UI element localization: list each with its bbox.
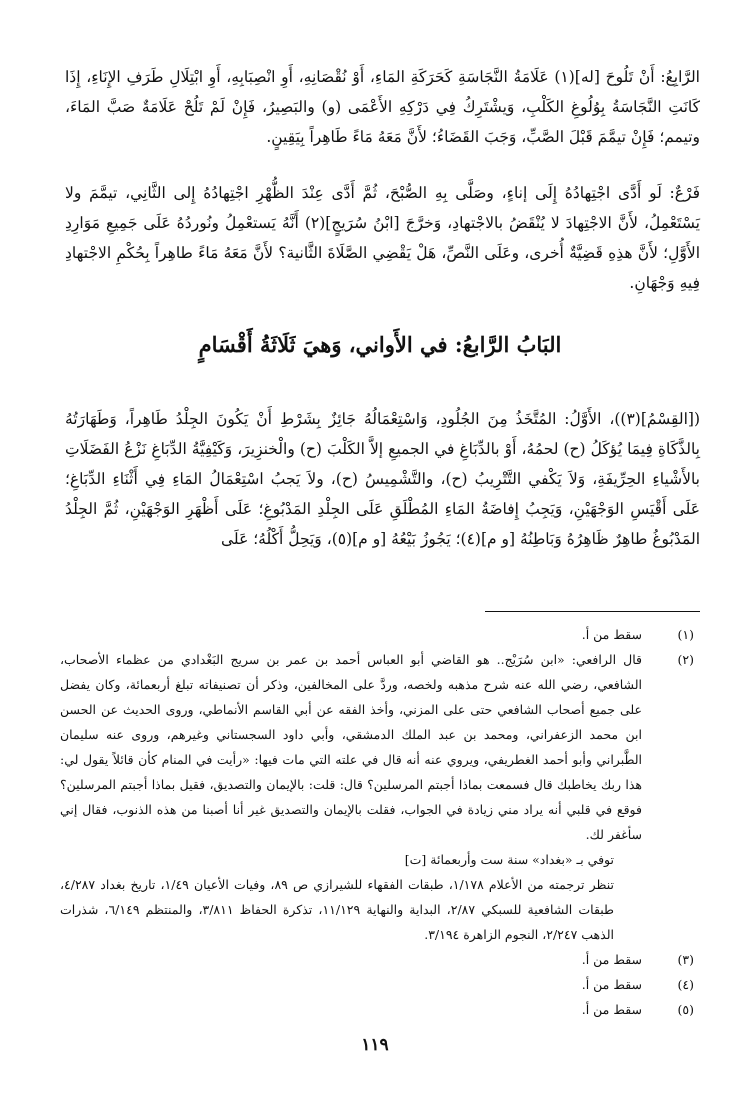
footnotes-list [60, 622, 700, 1022]
footnote-4 [60, 972, 700, 997]
chapter-heading: البَابُ الرَّابعُ: في الأَواني، وَهيَ ثَلَاثَةُ أَقْسَامٍ [198, 332, 562, 357]
footnote-number: (٢) [677, 652, 694, 667]
footnote-references: تنظر ترجمته من الأعلام ١/١٧٨، طبقات الفقهاء للشيرازي ص ٨٩، وفيات الأعيان ١/٤٩، تاريخ بغداد ٤/٢٨٧، طبقات الشافعية للسبكي ٢/٨٧، البداية والنهاية ١١/١٢٩، تذكرة الحفاظ ٣/٨١١، والمنتظم ٦/١٤٩، شذرات الذهب ٢/٢٤٧، النجوم الزاهرة ٣/١٩٤. [60, 877, 614, 942]
footnote-2 [60, 647, 700, 947]
paragraph-first-section: ([القِسْمُ](٣))، الأَوَّلُ: المُتَّخَذُ مِنَ الجُلُودِ، وَاسْتِعْمَالُهُ جَائِزٌ بِشَرْطِ أَنْ يَكُونَ الجِلْدُ طَاهِراً، وَطَهَارَتُهُ بِالذَّكَاةِ فِيمَا يُؤكَلُ (ح) لحمُهُ، أَوْ بالدِّبَاغِ في الجميعِ إلاَّ الكَلْبَ (ح) والْخنزِيرَ، وَكَيْفِيَّةُ الدِّبَاغِ نَزْعُ الفَضَلَاتِ بالأَشْياءِ الحِرِّيفَةِ، وَلاَ يَكْفي التَّتْرِيبُ (ح)، والتَّشْمِيسُ (ح)، ولاَ يَجبُ اسْتِعْمَالُ المَاءِ فِي أَثْنَاءِ الدِّبَاغِ؛ عَلَى أَقْيَسِ الوَجْهَيْنِ، وَيَجِبُ إِفاضَةُ المَاءِ المُطْلَقِ عَلَى الجِلْدِ المَدْبُوغِ؛ عَلَى أَظْهَرِ الوَجْهَيْنِ، ثُمَّ الجِلْدُ المَدْبُوغُ طاهِرٌ ظَاهِرُهُ وَبَاطِنُهُ [و م](٤)؛ يَجُوزُ بَيْعُهُ [و م](٥)، وَيَحِلُّ أَكْلُهُ؛ عَلَى [65, 410, 700, 548]
footnote-3 [60, 947, 700, 972]
footnote-death: توفي بـ «بغداد» سنة ست وأربعمائة [ت] [404, 852, 614, 867]
footnote-text: سقط من أ. [581, 952, 642, 967]
footnote-text [60, 647, 642, 947]
footnote-text: سقط من أ. [581, 1002, 642, 1017]
footnote-1 [60, 622, 700, 647]
footnote-biography: قال الرافعي: «ابن سُرَيْج.. هو القاضي أبو العباس أحمد بن عمر بن سريج البَغْدادي من عظماء الأصحاب، الشافعي، رضي الله عنه شرح مذهبه ولخصه، وردَّ على المخالفين، وذكر أن تصنيفاته تبلغ أربعمائة، وكان يفضل على جميع أصحاب الشافعي حتى على المزني، وأخذ الفقه عن أبي القاسم الأنماطي، وروى الحديث عن الحسن ابن محمد الزعفراني، ومحمد بن عبد الملك الدمشقي، وأبي داود السجستاني وغيرهم، وروى عنه سليمان الطَّبراني وأبو أحمد الغطريفي، ويروي عنه أنه قال في علته التي مات فيها: «رأيت في المنام كأن قائلاً يقول لي: هذا ربك يخاطبك قال فسمعت بماذا أجبتم المرسلين؟ قال: قلت: بالإيمان والتصديق، فقيل بماذا أجبتم المرسلين؟ فوقع في قلبي أنه يراد مني زيادة في الجواب، فقلت بالإيمان والتصديق غير أنا أصبنا من هذه الذنوب، فقال إني سأغفر لك. [60, 652, 642, 842]
footnote-5 [60, 997, 700, 1022]
footnote-number: (١) [677, 627, 694, 642]
footnote-number: (٥) [677, 1002, 694, 1017]
paragraph-fourth-condition: الرَّابِعُ: أَنْ تَلُوحَ [له](١) عَلَامَةُ النَّجَاسَةِ كَحَرَكَةِ المَاءِ، أَوْ نُقْصَانِهِ، أَوِ انْصِبَابِهِ، أَوِ ابْتِلَالِ طَرَفِ الإِنَاءِ، إِذَا كَانَتِ النَّجَاسَةُ بِوُلُوغِ الكَلْبِ، وَيشْتَرِكُ فِي دَرْكِهِ الأَعْمَى (و) والبَصِيرُ، فَإِنْ لَمْ تَلُحْ عَلَامَةٌ صَبَّ المَاءَ، وتيمم؛ فَإِنْ تيمَّمَ قَبْلَ الصَّبِّ، وَجَبَ القَضَاءُ؛ لأَنَّ مَعَهُ مَاءً طَاهِراً بِيَقِينٍ. [65, 68, 700, 146]
footnote-text: سقط من أ. [581, 627, 642, 642]
footnote-text: سقط من أ. [581, 977, 642, 992]
paragraph-branch: فَرْعٌ: لَو أَدَّى اجْتِهادُهُ إِلَى إناءٍ، وصَلَّى بِهِ الصُّبْحَ، ثُمَّ أَدَّى عِنْدَ الظُّهْرِ اجْتِهادُهُ إِلى الثَّانِي، تيمَّمَ ولا يَسْتَعْمِلُ، لأَنَّ الاجْتِهادَ لا يُنْقَضُ بالاجْتهادِ، وَخرَّجَ [ابْنُ سُرَيجٍ](٢) أَنَّهُ يَستعْمِلُ ونُوردُهُ عَلَى جَمِيعِ مَوَارِدِ الأَوَّلِ؛ لأَنَّ هذِهِ قَضِيَّةٌ أُخرى، وعَلَى النَّصِّ، هَلْ يَقْضِي الصَّلَاةَ الثَّانية؟ لأَنَّ مَعَهُ مَاءً طاهِراً بِحُكْمِ الاجْتهادِ فِيهِ وَجْهَانِ. [65, 184, 700, 292]
footnote-number: (٤) [677, 977, 694, 992]
page-number: ١١٩ [361, 1035, 389, 1055]
footnote-number: (٣) [677, 952, 694, 967]
footnote-separator [485, 611, 700, 612]
